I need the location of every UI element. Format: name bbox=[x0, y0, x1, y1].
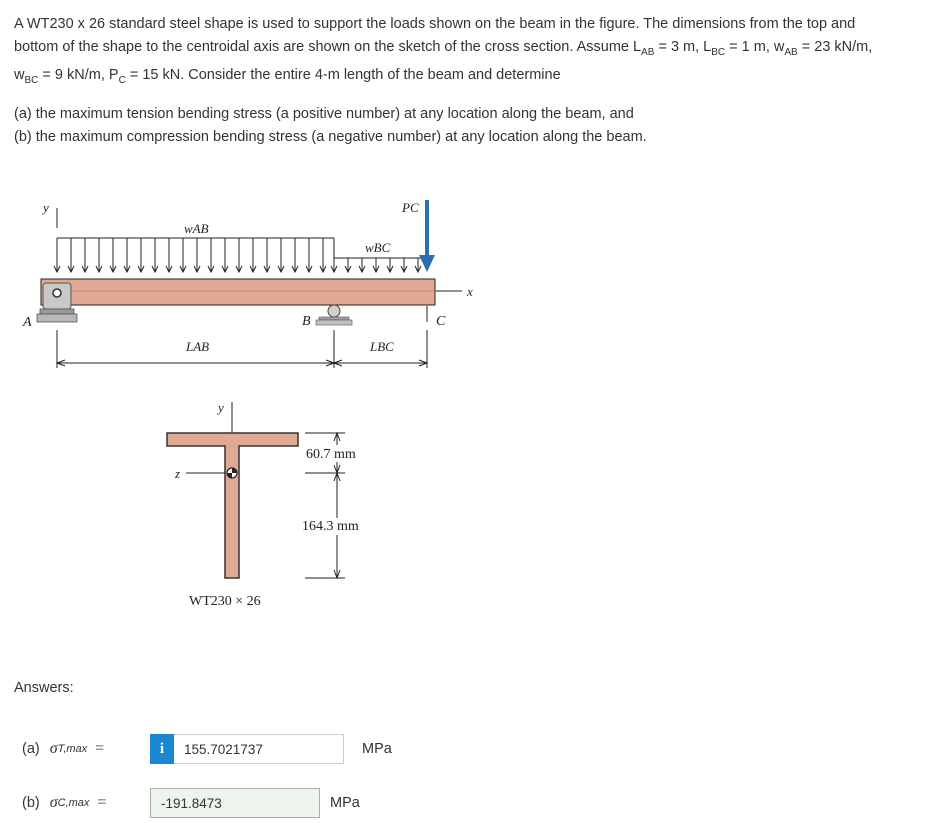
section-z-label: z bbox=[175, 466, 181, 481]
info-icon[interactable]: i bbox=[150, 734, 174, 764]
answer-b-input[interactable]: -191.8473 bbox=[150, 788, 320, 818]
problem-line-3: $w_{BC} = 9$ kN/m, $P_C = 15$ kN. Consider the entire 4-m length of the beam and determine bbox=[14, 66, 561, 86]
answer-a-row bbox=[22, 732, 392, 766]
part-a-text: (a) the maximum tension bending stress (a positive number) at any location along the beam, and bbox=[14, 106, 634, 122]
answer-a-input[interactable]: 155.7021737 bbox=[174, 734, 344, 764]
point-load-arrowhead bbox=[419, 255, 435, 272]
answer-b-row bbox=[22, 786, 360, 820]
answer-b-label: (b) σ C,max = bbox=[22, 794, 107, 811]
l-ab-label: LAB bbox=[186, 339, 210, 354]
l-bc-label: LBC bbox=[370, 339, 394, 354]
label-c: C bbox=[436, 314, 446, 329]
problem-statement bbox=[14, 13, 926, 92]
w-bc-label: wBC bbox=[365, 240, 391, 255]
dim-top-label: 60.7 mm bbox=[306, 447, 356, 462]
problem-line-1: A WT230 x 26 standard steel shape is used to support the loads shown on the beam in the figure. The dimensions from the top and bbox=[14, 16, 856, 32]
label-b: B bbox=[302, 314, 311, 329]
part-b-text: (b) the maximum compression bending stress (a negative number) at any location along the beam. bbox=[14, 129, 647, 145]
problem-parts bbox=[14, 103, 647, 149]
shape-name-label: WT230 × 26 bbox=[189, 594, 261, 609]
x-axis-label: x bbox=[467, 284, 473, 299]
distributed-load-bc bbox=[331, 258, 424, 272]
answers-title: Answers: bbox=[14, 680, 74, 696]
answer-a-label: (a) σ T,max = bbox=[22, 740, 105, 757]
dim-bottom-label: 164.3 mm bbox=[302, 519, 359, 534]
problem-line-2: bottom of the shape to the centroidal axis are shown on the sketch of the cross section. Assume $L_{AB} = 3$ m, $L_{BC} = 1$ m, $w_{AB} = 23$ kN/m, bbox=[14, 39, 873, 58]
beam-figure bbox=[0, 180, 938, 620]
beam bbox=[41, 279, 435, 305]
label-a: A bbox=[23, 315, 32, 330]
wt-section bbox=[167, 433, 298, 578]
y-axis-label: y bbox=[43, 200, 49, 215]
pin-support-a bbox=[37, 283, 77, 322]
distributed-load-ab bbox=[54, 238, 334, 272]
section-y-label: y bbox=[218, 400, 224, 415]
answer-a-unit: MPa bbox=[362, 741, 392, 757]
roller-support-b bbox=[316, 305, 352, 325]
p-c-label: PC bbox=[402, 200, 419, 215]
w-ab-label: wAB bbox=[184, 221, 209, 236]
answer-b-unit: MPa bbox=[330, 795, 360, 811]
